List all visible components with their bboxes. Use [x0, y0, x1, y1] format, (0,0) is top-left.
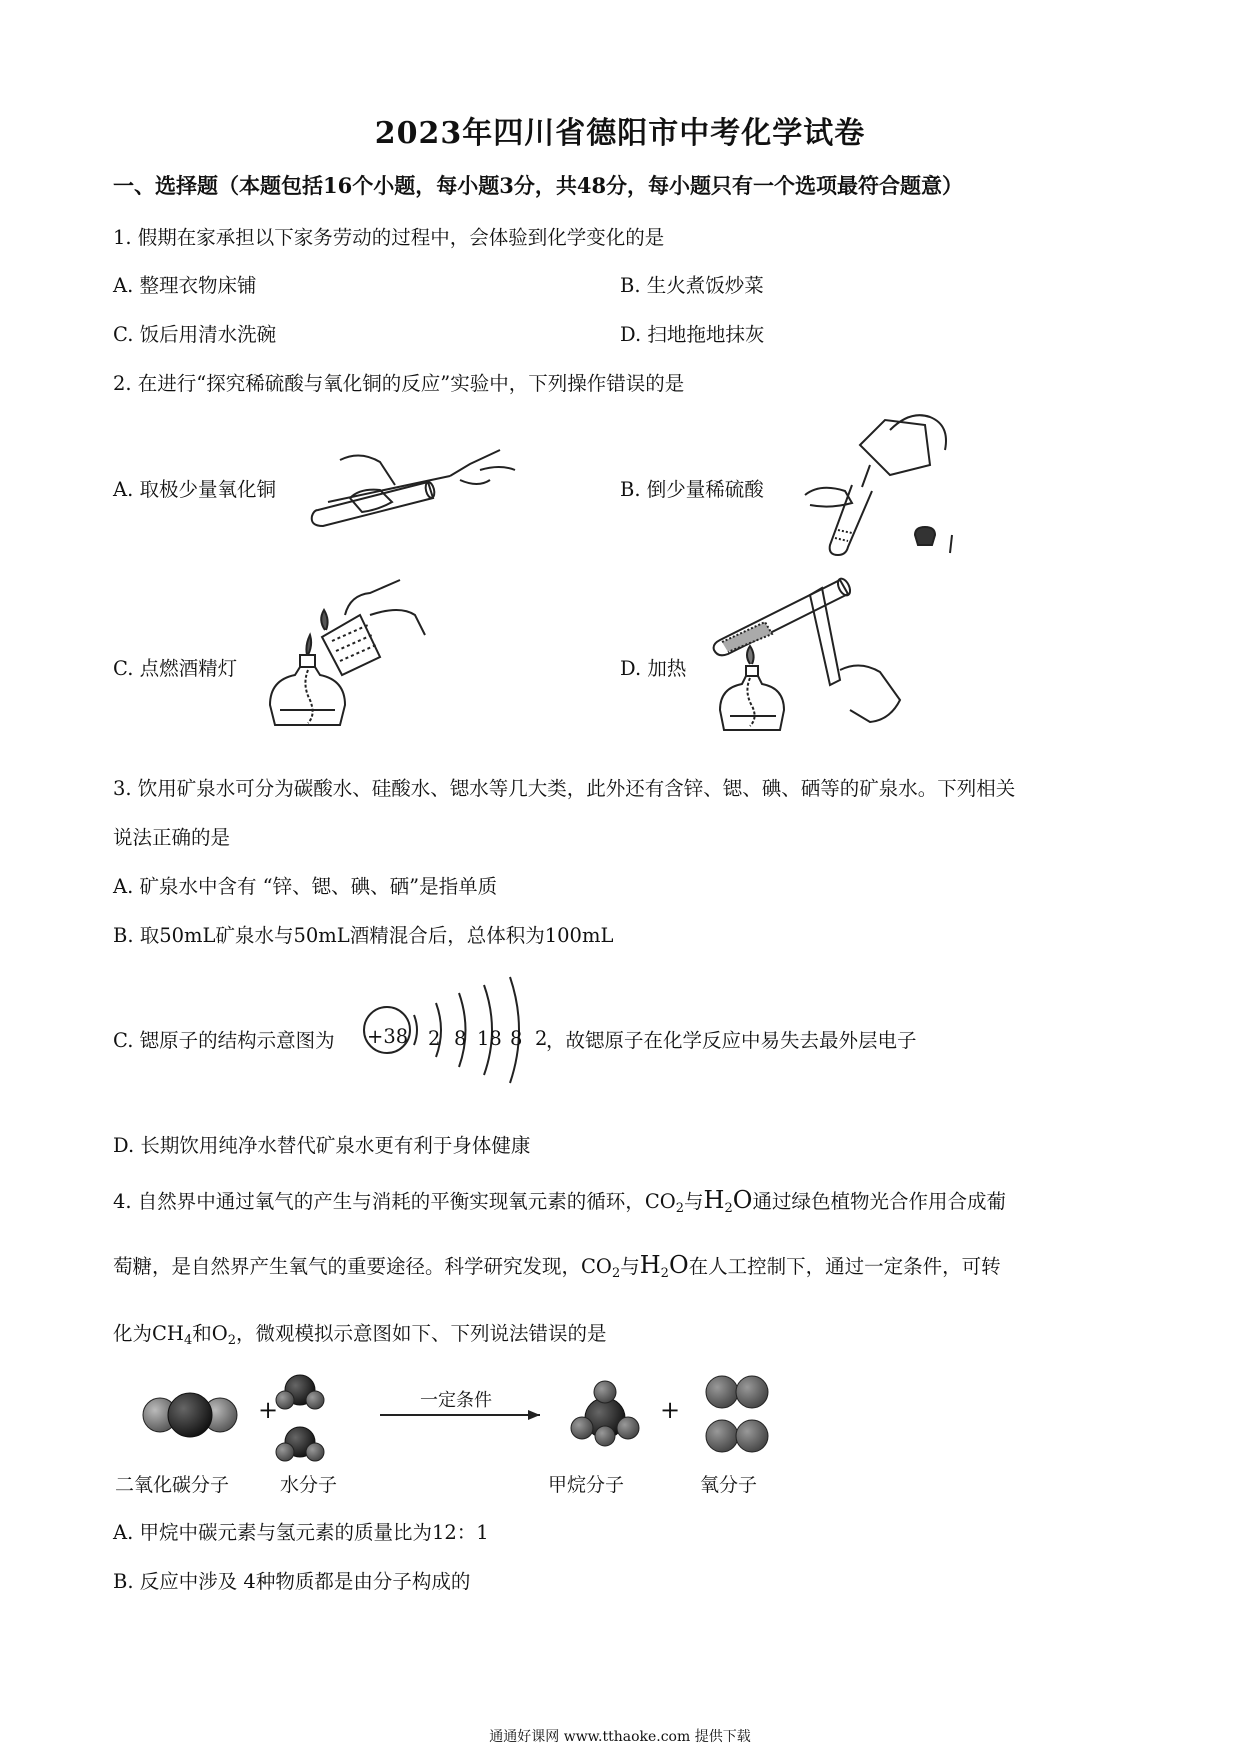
formula-o2: $O_2$ — [211, 1322, 237, 1348]
label-co2-molecule: 二氧化碳分子 — [115, 1474, 230, 1496]
formula-co2: $CO_2$ — [644, 1190, 685, 1216]
q2-option-b: B. 倒少量稀硫酸 — [620, 478, 764, 501]
atom-shell-4: 8 — [510, 1027, 523, 1050]
figure-light-alcohol-lamp — [250, 575, 430, 750]
formula-ch4: $CH_4$ — [152, 1322, 193, 1348]
oxygen-molecule — [706, 1420, 768, 1452]
q4-stem-line3: 化为$CH_4$和$O_2$，微观模拟示意图如下、下列说法错误的是 — [113, 1322, 607, 1348]
page-title: 2023年四川省德阳市中考化学试卷 — [374, 116, 866, 151]
atom-shell-5: 2 — [535, 1027, 548, 1050]
reaction-condition: 一定条件 — [420, 1390, 492, 1411]
q1-option-d: D. 扫地拖地抹灰 — [620, 323, 765, 346]
figure-pour-sulfuric-acid — [790, 405, 960, 560]
atom-shell-1: 2 — [428, 1027, 441, 1050]
formula-h2o: $H_2O$ — [703, 1186, 753, 1216]
q3-option-c-prefix: C. 锶原子的结构示意图为 — [113, 1029, 335, 1052]
q3-option-c-suffix: ，故锶原子在化学反应中易失去最外层电子 — [546, 1029, 917, 1052]
q1-option-b: B. 生火煮饭炒菜 — [620, 274, 764, 297]
q2-option-d: D. 加热 — [620, 657, 687, 680]
oxygen-molecule — [706, 1376, 768, 1408]
formula-co2: $CO_2$ — [581, 1255, 621, 1281]
co2-molecule — [143, 1393, 237, 1437]
atom-shell-2: 8 — [454, 1027, 467, 1050]
methane-molecule — [571, 1381, 639, 1446]
q1-option-c: C. 饭后用清水洗碗 — [113, 323, 277, 346]
q2-stem: 2. 在进行“探究稀硫酸与氧化铜的反应”实验中，下列操作错误的是 — [113, 372, 685, 395]
q4-stem-line1: 4. 自然界中通过氧气的产生与消耗的平衡实现氧元素的循环，$CO_2$与$H_2O$通过绿色植物光合作用合成葡 — [113, 1186, 1006, 1216]
q4-option-a: A. 甲烷中碳元素与氢元素的质量比为12：1 — [113, 1521, 489, 1544]
q3-stem-line2: 说法正确的是 — [113, 826, 231, 849]
q4-option-b: B. 反应中涉及 4种物质都是由分子构成的 — [113, 1570, 471, 1593]
water-molecule — [276, 1375, 324, 1409]
q1-stem: 1. 假期在家承担以下家务劳动的过程中，会体验到化学变化的是 — [113, 226, 665, 249]
label-oxygen-molecule: 氧分子 — [700, 1474, 758, 1496]
q4-stem-line2: 萄糖，是自然界产生氧气的重要途径。科学研究发现，$CO_2$与$H_2O$在人工控制下，通过一定条件，可转 — [113, 1251, 1001, 1281]
q3-option-a: A. 矿泉水中含有 “锌、锶、碘、硒”是指单质 — [113, 875, 498, 898]
formula-h2o: $H_2O$ — [639, 1251, 689, 1281]
plus-sign: + — [258, 1396, 279, 1424]
figure-heating — [690, 560, 930, 750]
water-molecule — [276, 1427, 324, 1461]
q1-option-a: A. 整理衣物床铺 — [113, 274, 257, 297]
figure-take-copper-oxide — [300, 440, 520, 535]
q3-option-b: B. 取50mL矿泉水与50mL酒精混合后，总体积为100mL — [113, 924, 614, 947]
label-water-molecule: 水分子 — [280, 1474, 338, 1496]
atom-nucleus-charge: +38 — [367, 1025, 409, 1048]
q2-option-c: C. 点燃酒精灯 — [113, 657, 238, 680]
label-methane-molecule: 甲烷分子 — [548, 1474, 625, 1496]
q3-option-d: D. 长期饮用纯净水替代矿泉水更有利于身体健康 — [113, 1134, 531, 1157]
q3-stem-line1: 3. 饮用矿泉水可分为碳酸水、硅酸水、锶水等几大类，此外还有含锌、锶、碘、硒等的矿泉水。下列相关 — [113, 777, 1016, 800]
q2-option-a: A. 取极少量氧化铜 — [113, 478, 276, 501]
plus-sign: + — [660, 1396, 681, 1424]
section-heading: 一、选择题（本题包括16个小题，每小题3分，共48分，每小题只有一个选项最符合题意） — [113, 173, 964, 198]
page-footer: 通通好课网 www.tthaoke.com 提供下载 — [489, 1729, 751, 1745]
atom-shell-3: 18 — [477, 1027, 502, 1050]
